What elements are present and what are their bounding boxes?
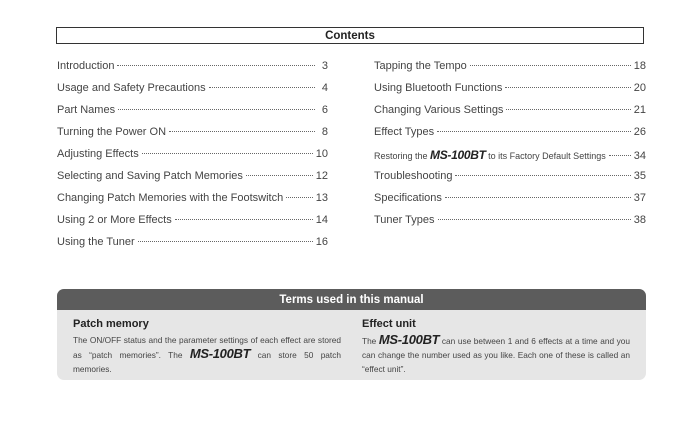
toc-entry[interactable] — [374, 170, 646, 192]
toc-entry-page: 34 — [633, 150, 646, 162]
toc-entry[interactable] — [374, 82, 646, 104]
toc-entry[interactable] — [374, 214, 646, 236]
toc-entry-title: Adjusting Effects — [57, 148, 139, 160]
toc-entry[interactable] — [57, 60, 328, 82]
dot-leader — [138, 240, 313, 242]
toc-entry[interactable] — [374, 60, 646, 82]
toc-entry-page: 18 — [633, 60, 646, 72]
toc-entry-page: 26 — [633, 126, 646, 138]
toc-entry[interactable] — [57, 104, 328, 126]
toc-entry-page: 8 — [321, 126, 328, 138]
term-title: Patch memory — [73, 318, 149, 330]
toc-entry-title: Effect Types — [374, 126, 435, 138]
toc-entry-page: 38 — [633, 214, 646, 226]
toc-entry[interactable] — [57, 126, 328, 148]
toc-entry-title: Using 2 or More Effects — [57, 214, 172, 226]
toc-entry-title: Tapping the Tempo — [374, 60, 467, 72]
dot-leader — [455, 174, 630, 176]
toc-entry-title: Selecting and Saving Patch Memories — [57, 170, 243, 182]
toc-entry-page: 6 — [321, 104, 328, 116]
contents-heading — [56, 27, 644, 44]
terms-header — [57, 289, 646, 310]
toc-entry-page: 20 — [633, 82, 646, 94]
dot-leader — [118, 108, 315, 110]
toc-entry-title: Troubleshooting — [374, 170, 453, 182]
dot-leader — [117, 64, 315, 66]
toc-entry-page: 4 — [321, 82, 328, 94]
toc-entry-page: 14 — [315, 214, 328, 226]
toc-entry-page: 35 — [633, 170, 646, 182]
term-title: Effect unit — [362, 318, 416, 330]
toc-entry[interactable] — [57, 82, 328, 104]
toc-entry-page: 37 — [633, 192, 646, 204]
toc-entry[interactable] — [374, 192, 646, 214]
term-text-end: can store 50 patch memories. — [73, 350, 341, 374]
toc-entry[interactable] — [57, 148, 328, 170]
dot-leader — [209, 86, 315, 88]
dot-leader — [445, 196, 631, 198]
toc-left-column — [57, 60, 328, 258]
dot-leader — [437, 130, 631, 132]
toc-entry-page: 21 — [633, 104, 646, 116]
dot-leader — [506, 108, 630, 110]
toc-right-column — [374, 60, 646, 236]
term-description — [73, 333, 341, 376]
toc-entry-title: Specifications — [374, 192, 442, 204]
toc-entry-title: Part Names — [57, 104, 116, 116]
toc-entry[interactable] — [374, 148, 646, 170]
toc-entry-title: Changing Patch Memories with the Footswitch — [57, 192, 284, 204]
toc-entry-title: Tuner Types — [374, 214, 435, 226]
dot-leader — [142, 152, 313, 154]
dot-leader — [175, 218, 313, 220]
toc-entry[interactable] — [57, 192, 328, 214]
term-text-start: The — [362, 336, 379, 346]
toc-entry[interactable] — [57, 170, 328, 192]
term-text-start: The ON/OFF status and the parameter settings of each effect are stored as “patch memories”. The — [73, 335, 341, 360]
toc-entry-title-start: Restoring the — [374, 151, 431, 161]
toc-entry-page: 10 — [315, 148, 328, 160]
toc-entry[interactable] — [57, 214, 328, 236]
dot-leader — [438, 218, 631, 220]
toc-entry-title: Changing Various Settings — [374, 104, 504, 116]
toc-entry[interactable] — [57, 236, 328, 258]
terms-header-title: Terms used in this manual — [279, 293, 424, 306]
term-text-end: can use between 1 and 6 effects at a time and you can change the number used as you like. Each one of these is called an “effect unit”. — [362, 336, 631, 374]
dot-leader — [505, 86, 630, 88]
toc-entry-page: 3 — [321, 60, 328, 72]
dot-leader — [286, 196, 313, 198]
toc-entry[interactable] — [374, 126, 646, 148]
term-effect-unit — [362, 318, 630, 376]
toc-entry-title — [374, 148, 606, 162]
toc-entry-page: 13 — [315, 192, 328, 204]
toc-entry-title: Introduction — [57, 60, 115, 72]
toc-entry-title: Turning the Power ON — [57, 126, 167, 138]
dot-leader — [609, 154, 631, 156]
toc-entry-page: 12 — [315, 170, 328, 182]
brand-logo: MS-100BT — [430, 148, 486, 162]
term-description — [362, 333, 630, 376]
dot-leader — [246, 174, 313, 176]
toc-entry-title-end: to its Factory Default Settings — [485, 151, 606, 161]
toc-entry-title: Usage and Safety Precautions — [57, 82, 206, 94]
contents-title: Contents — [325, 29, 375, 42]
dot-leader — [470, 64, 631, 66]
brand-logo: MS-100BT — [378, 332, 440, 347]
brand-logo: MS-100BT — [189, 346, 251, 361]
dot-leader — [169, 130, 315, 132]
toc-entry[interactable] — [374, 104, 646, 126]
toc-entry-page: 16 — [315, 236, 328, 248]
term-patch-memory — [73, 318, 341, 376]
toc-entry-title: Using the Tuner — [57, 236, 135, 248]
terms-panel — [57, 289, 646, 380]
toc-entry-title: Using Bluetooth Functions — [374, 82, 503, 94]
